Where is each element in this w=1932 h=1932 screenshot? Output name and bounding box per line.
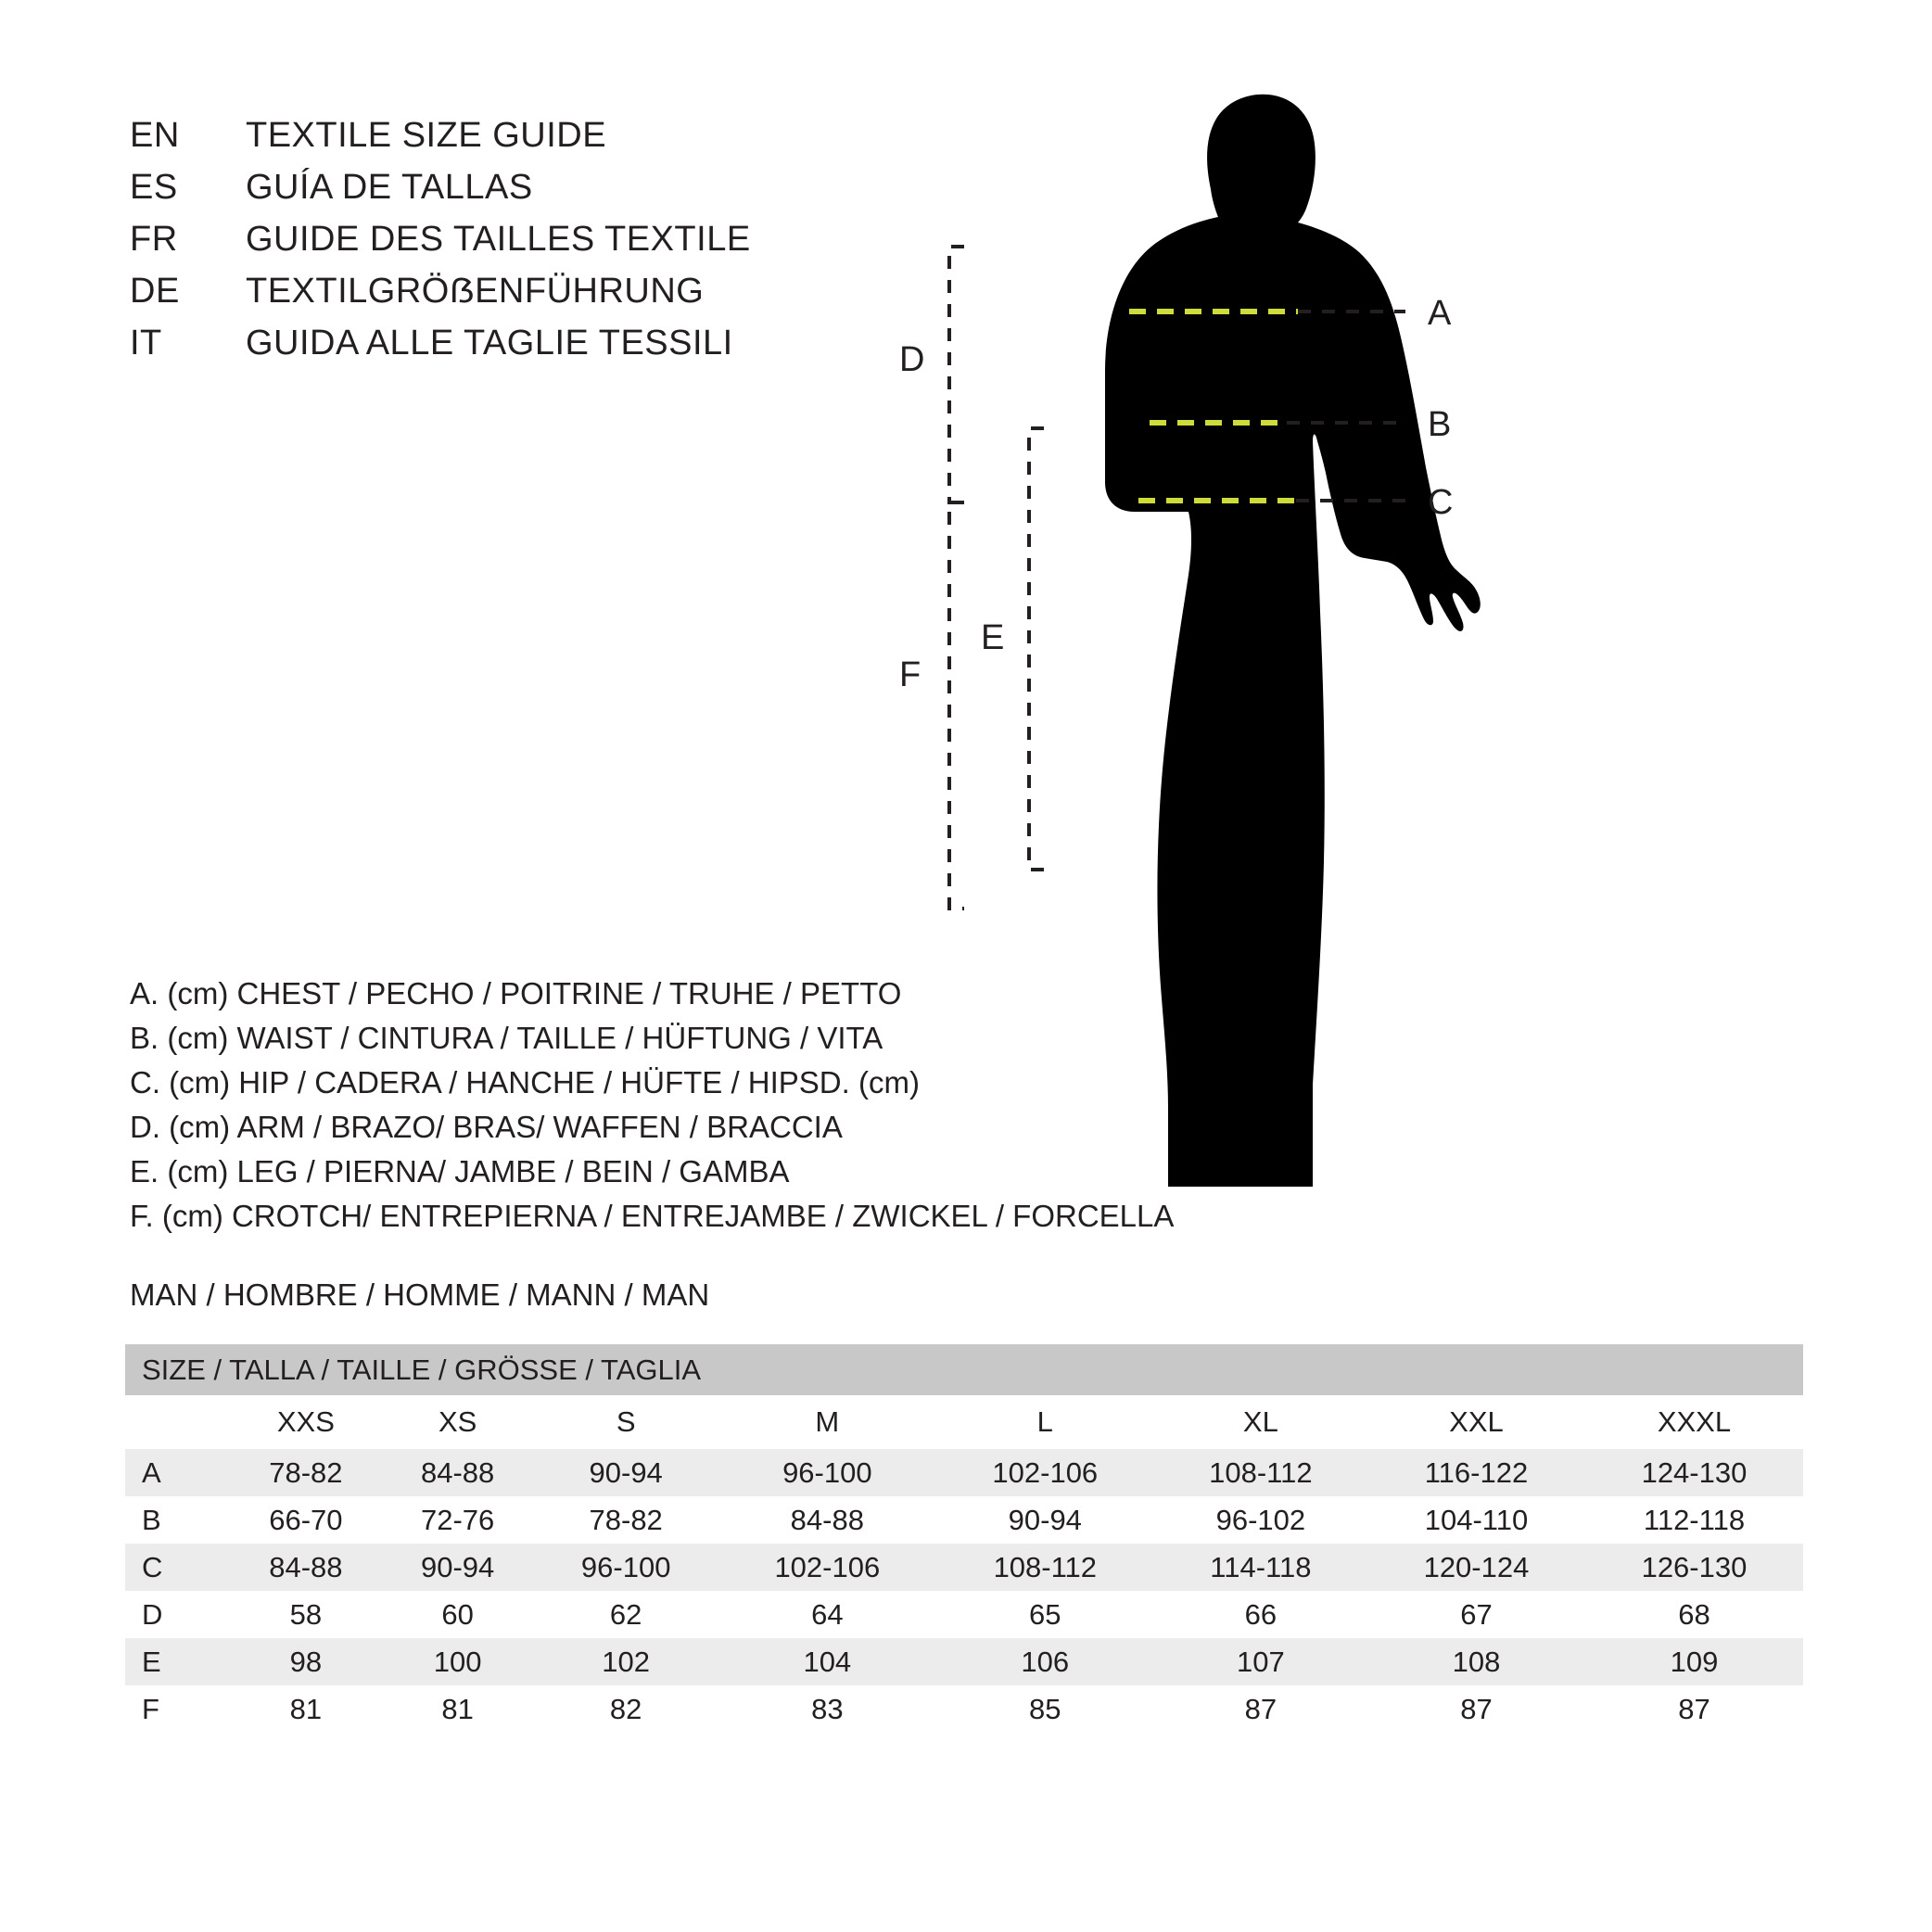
title-text-it: GUIDA ALLE TAGLIE TESSILI bbox=[246, 324, 733, 362]
size-header-xxl: XXL bbox=[1367, 1395, 1585, 1449]
row-label-e: E bbox=[125, 1638, 230, 1685]
size-header-xxs: XXS bbox=[230, 1395, 382, 1449]
table-size-header-row bbox=[125, 1395, 1803, 1449]
cell-d-xxl: 67 bbox=[1367, 1591, 1585, 1638]
title-row bbox=[130, 272, 751, 324]
cell-b-xs: 72-76 bbox=[382, 1496, 534, 1544]
callout-label-a: A bbox=[1428, 294, 1452, 333]
legend-row-e: E. (cm) LEG / PIERNA/ JAMBE / BEIN / GAMBA bbox=[130, 1154, 790, 1188]
cell-d-xl: 66 bbox=[1154, 1591, 1367, 1638]
row-label-f: F bbox=[125, 1685, 230, 1733]
row-label-d: D bbox=[125, 1591, 230, 1638]
size-header-xxxl: XXXL bbox=[1585, 1395, 1803, 1449]
cell-e-s: 102 bbox=[534, 1638, 718, 1685]
cell-e-xxs: 98 bbox=[230, 1638, 382, 1685]
cell-c-m: 102-106 bbox=[718, 1544, 936, 1591]
cell-f-l: 85 bbox=[936, 1685, 1154, 1733]
cell-a-xl: 108-112 bbox=[1154, 1449, 1367, 1496]
callout-label-b: B bbox=[1428, 405, 1452, 444]
cell-f-m: 83 bbox=[718, 1685, 936, 1733]
row-label-a: A bbox=[125, 1449, 230, 1496]
cell-e-xxxl: 109 bbox=[1585, 1638, 1803, 1685]
cell-b-xl: 96-102 bbox=[1154, 1496, 1367, 1544]
table-row bbox=[125, 1544, 1803, 1591]
cell-c-s: 96-100 bbox=[534, 1544, 718, 1591]
bracket-label-d: D bbox=[899, 340, 925, 379]
cell-f-xl: 87 bbox=[1154, 1685, 1367, 1733]
table-row bbox=[125, 1496, 1803, 1544]
cell-e-l: 106 bbox=[936, 1638, 1154, 1685]
cell-e-m: 104 bbox=[718, 1638, 936, 1685]
legend-row-c: C. (cm) HIP / CADERA / HANCHE / HÜFTE / HIPSD. (cm) bbox=[130, 1065, 920, 1099]
cell-d-xxxl: 68 bbox=[1585, 1591, 1803, 1638]
size-header-m: M bbox=[718, 1395, 936, 1449]
table-band-header bbox=[125, 1344, 1803, 1395]
table-row bbox=[125, 1449, 1803, 1496]
legend-row-d: D. (cm) ARM / BRAZO/ BRAS/ WAFFEN / BRACCIA bbox=[130, 1110, 843, 1144]
legend-row-b: B. (cm) WAIST / CINTURA / TAILLE / HÜFTUNG / VITA bbox=[130, 1021, 883, 1055]
callout-label-c: C bbox=[1428, 483, 1454, 522]
cell-a-xxs: 78-82 bbox=[230, 1449, 382, 1496]
cell-c-xs: 90-94 bbox=[382, 1544, 534, 1591]
cell-d-m: 64 bbox=[718, 1591, 936, 1638]
cell-f-xxs: 81 bbox=[230, 1685, 382, 1733]
cell-b-xxl: 104-110 bbox=[1367, 1496, 1585, 1544]
title-lang-fr: FR bbox=[130, 220, 178, 259]
title-row bbox=[130, 324, 751, 375]
table-corner-cell bbox=[125, 1395, 230, 1449]
size-table bbox=[125, 1344, 1803, 1733]
cell-b-s: 78-82 bbox=[534, 1496, 718, 1544]
cell-d-xxs: 58 bbox=[230, 1591, 382, 1638]
legend-block bbox=[130, 972, 1174, 1239]
cell-b-m: 84-88 bbox=[718, 1496, 936, 1544]
cell-a-m: 96-100 bbox=[718, 1449, 936, 1496]
cell-c-xl: 114-118 bbox=[1154, 1544, 1367, 1591]
cell-f-s: 82 bbox=[534, 1685, 718, 1733]
cell-f-xs: 81 bbox=[382, 1685, 534, 1733]
cell-b-xxs: 66-70 bbox=[230, 1496, 382, 1544]
title-row bbox=[130, 168, 751, 220]
title-lang-it: IT bbox=[130, 324, 162, 362]
cell-a-xxl: 116-122 bbox=[1367, 1449, 1585, 1496]
cell-a-s: 90-94 bbox=[534, 1449, 718, 1496]
bracket-d bbox=[949, 247, 964, 502]
cell-d-s: 62 bbox=[534, 1591, 718, 1638]
legend-row-f: F. (cm) CROTCH/ ENTREPIERNA / ENTREJAMBE / ZWICKEL / FORCELLA bbox=[130, 1199, 1175, 1233]
row-label-c: C bbox=[125, 1544, 230, 1591]
cell-f-xxxl: 87 bbox=[1585, 1685, 1803, 1733]
male-silhouette-icon bbox=[1105, 95, 1481, 1187]
cell-b-xxxl: 112-118 bbox=[1585, 1496, 1803, 1544]
title-lang-de: DE bbox=[130, 272, 180, 311]
cell-e-xl: 107 bbox=[1154, 1638, 1367, 1685]
size-header-xl: XL bbox=[1154, 1395, 1367, 1449]
legend-row-a: A. (cm) CHEST / PECHO / POITRINE / TRUHE / PETTO bbox=[130, 976, 902, 1010]
title-row bbox=[130, 116, 751, 168]
cell-a-xs: 84-88 bbox=[382, 1449, 534, 1496]
cell-b-l: 90-94 bbox=[936, 1496, 1154, 1544]
table-band-label: SIZE / TALLA / TAILLE / GRÖSSE / TAGLIA bbox=[125, 1344, 1803, 1395]
title-text-de: TEXTILGRÖẞENFÜHRUNG bbox=[246, 272, 705, 311]
table-row bbox=[125, 1685, 1803, 1733]
cell-a-xxxl: 124-130 bbox=[1585, 1449, 1803, 1496]
cell-c-xxs: 84-88 bbox=[230, 1544, 382, 1591]
title-block bbox=[130, 116, 751, 375]
cell-d-l: 65 bbox=[936, 1591, 1154, 1638]
table-row bbox=[125, 1591, 1803, 1638]
cell-c-l: 108-112 bbox=[936, 1544, 1154, 1591]
cell-a-l: 102-106 bbox=[936, 1449, 1154, 1496]
body-measurement-diagram bbox=[899, 93, 1836, 1205]
size-header-xs: XS bbox=[382, 1395, 534, 1449]
cell-e-xs: 100 bbox=[382, 1638, 534, 1685]
gender-label: MAN / HOMBRE / HOMME / MANN / MAN bbox=[130, 1277, 710, 1312]
cell-f-xxl: 87 bbox=[1367, 1685, 1585, 1733]
bracket-e bbox=[1029, 428, 1044, 870]
bracket-label-e: E bbox=[981, 618, 1005, 657]
bracket-label-f: F bbox=[899, 655, 922, 694]
title-text-en: TEXTILE SIZE GUIDE bbox=[246, 116, 607, 155]
cell-c-xxxl: 126-130 bbox=[1585, 1544, 1803, 1591]
row-label-b: B bbox=[125, 1496, 230, 1544]
title-lang-en: EN bbox=[130, 116, 180, 155]
size-header-s: S bbox=[534, 1395, 718, 1449]
size-header-l: L bbox=[936, 1395, 1154, 1449]
title-text-es: GUÍA DE TALLAS bbox=[246, 168, 533, 207]
title-lang-es: ES bbox=[130, 168, 178, 207]
title-row bbox=[130, 220, 751, 272]
cell-c-xxl: 120-124 bbox=[1367, 1544, 1585, 1591]
bracket-f bbox=[949, 502, 964, 909]
cell-d-xs: 60 bbox=[382, 1591, 534, 1638]
table-row bbox=[125, 1638, 1803, 1685]
cell-e-xxl: 108 bbox=[1367, 1638, 1585, 1685]
title-text-fr: GUIDE DES TAILLES TEXTILE bbox=[246, 220, 751, 259]
